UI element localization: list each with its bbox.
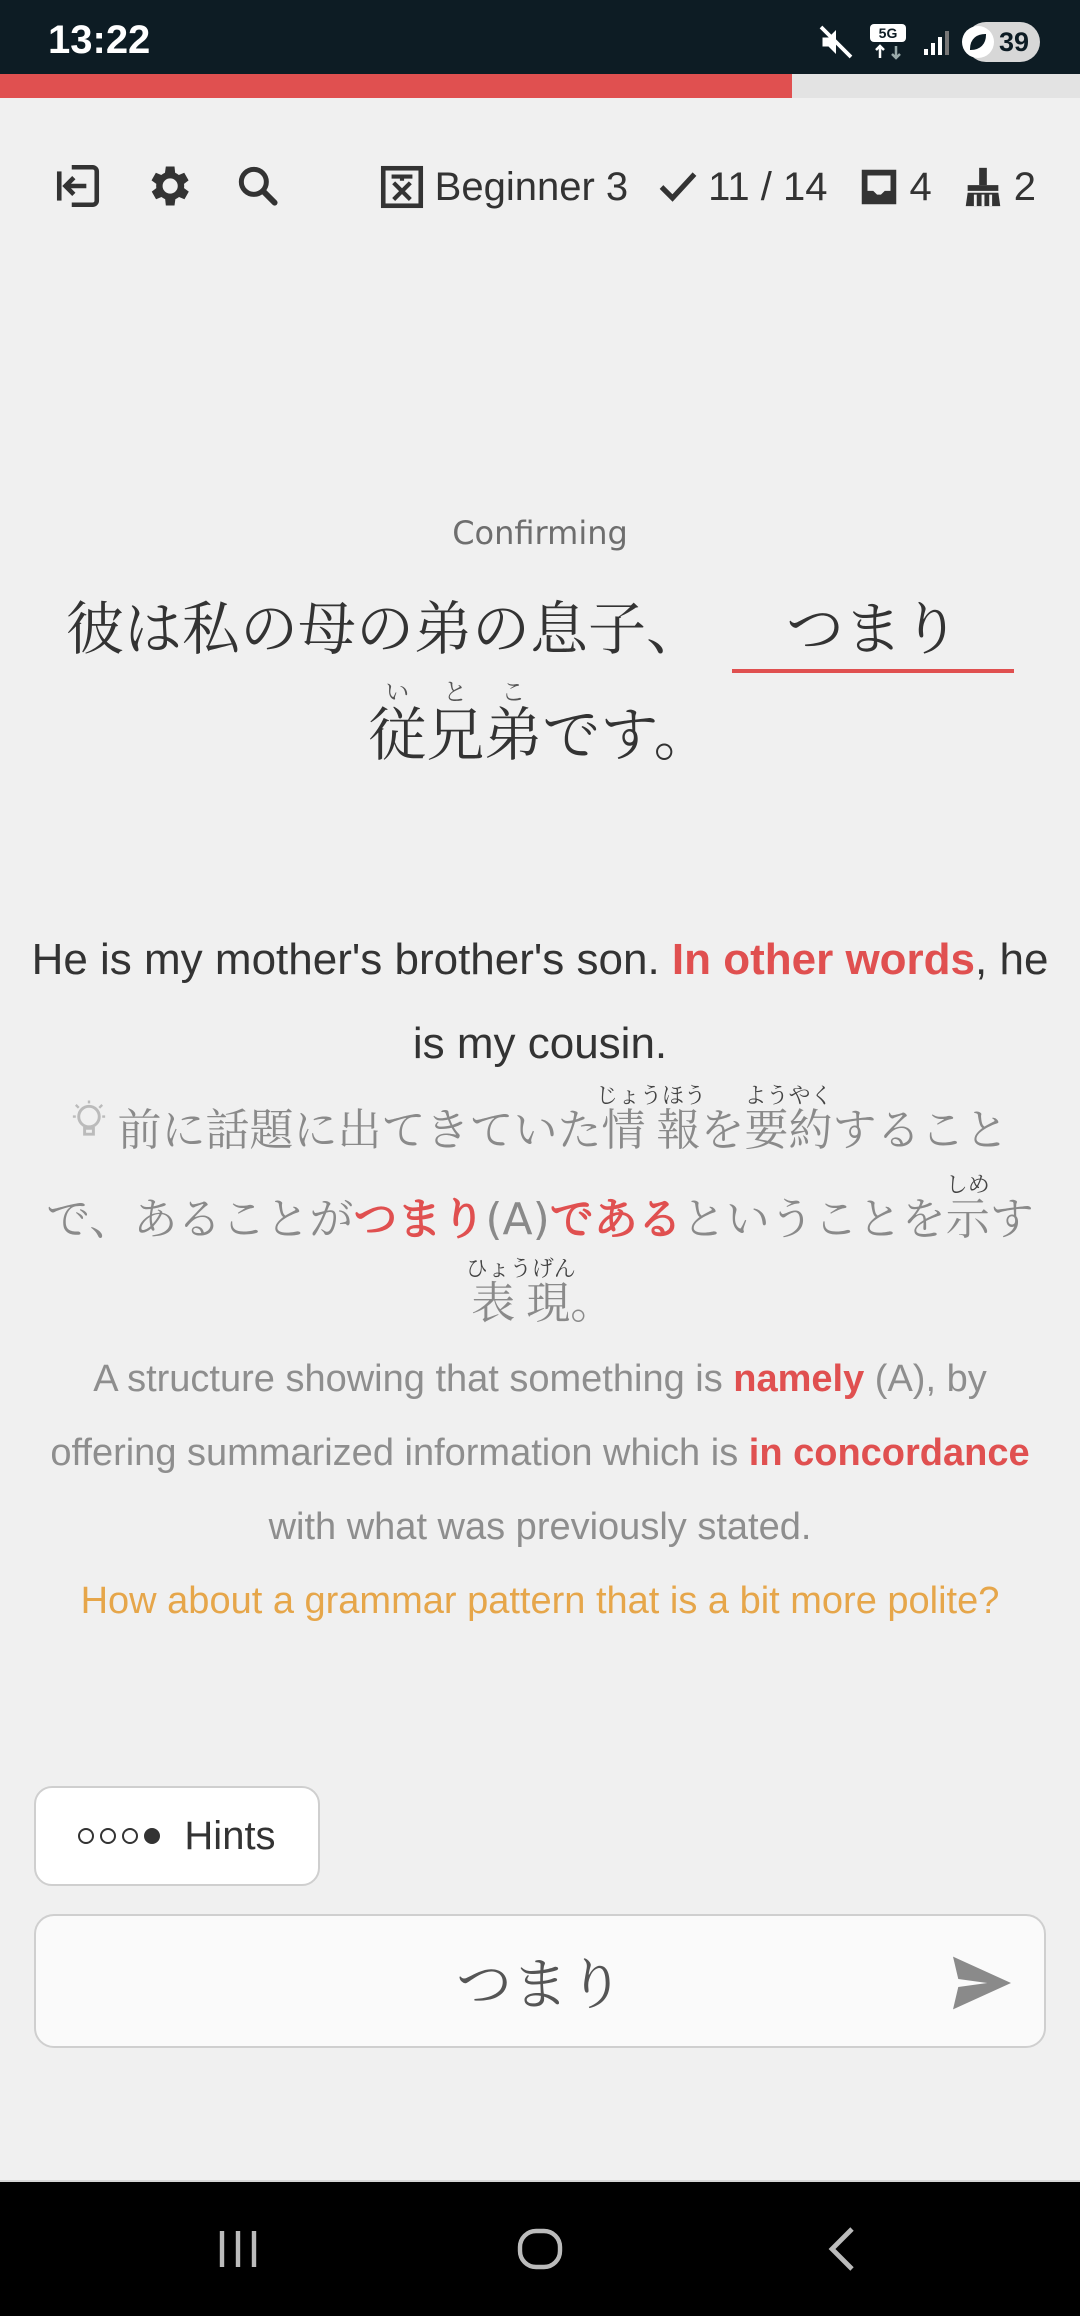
exit-button[interactable]: [46, 154, 110, 218]
en-expl-highlight-2: in concordance: [748, 1432, 1030, 1474]
sweep-count: 2: [1013, 164, 1036, 209]
system-nav-bar: [0, 2182, 1080, 2316]
status-icons: [818, 22, 1040, 62]
sweep-counter: [960, 164, 1036, 210]
english-translation: [20, 918, 1060, 1086]
settings-button[interactable]: [136, 154, 200, 218]
hints-label: Hints: [184, 1813, 276, 1858]
en-sentence-text: He is my mother's brother's son.: [31, 935, 672, 984]
session-stats: [377, 152, 1036, 222]
jp-expl-highlight-2: である: [549, 1194, 682, 1245]
furigana-word: 従兄弟いとこ: [368, 678, 543, 769]
gear-icon: [142, 160, 194, 212]
signal-icon: [922, 27, 952, 57]
jp-sentence-end: です。: [542, 701, 712, 769]
status-time: 13:22: [48, 18, 151, 62]
progress-bar: [0, 74, 1080, 98]
level-label: Beginner 3: [434, 164, 629, 209]
exit-icon: [53, 161, 103, 211]
toolbar: [0, 144, 1080, 228]
inbox-icon: [856, 164, 902, 210]
grammar-category: Confirming: [452, 514, 628, 552]
hints-button[interactable]: [34, 1786, 320, 1886]
progress-fill: [0, 74, 792, 98]
status-bar: [0, 0, 1080, 74]
en-sentence-end: , he is my cousin.: [412, 935, 1049, 1068]
send-icon: [950, 1954, 1014, 2012]
jp-sentence-text: 彼は私の母の弟の息子、: [65, 595, 704, 663]
answer-field[interactable]: [34, 1914, 1046, 2048]
broom-icon: [960, 164, 1006, 210]
hint-level-dots: [78, 1828, 160, 1844]
progress-label: 11 / 14: [708, 164, 828, 209]
japanese-explanation: 前に話題に出てきていた情報じょうほうを要約ようやくすることで、あることがつまり(A)であるということを示しめす表現ひょうげん。: [46, 1084, 1034, 1329]
review-counter: [856, 164, 932, 210]
progress-counter: [656, 165, 827, 210]
battery-indicator: [966, 22, 1040, 62]
english-explanation: A structure showing that something is namely (A), by offering summarized information which is in concordance with what was previously stated.: [50, 1358, 1030, 1548]
en-highlight: In other words: [671, 935, 976, 984]
battery-level: 39: [998, 26, 1030, 57]
hint-message: How about a grammar pattern that is a bit more polite?: [80, 1580, 1000, 1622]
back-icon: [822, 2225, 862, 2273]
battery-saver-icon: [962, 26, 994, 58]
send-button[interactable]: [950, 1954, 1014, 2012]
level-icon: [377, 162, 427, 212]
home-icon: [516, 2225, 564, 2273]
en-expl-highlight-1: namely: [733, 1358, 865, 1400]
check-icon: [656, 165, 700, 209]
network-5g-icon: [868, 22, 908, 62]
search-button[interactable]: [226, 154, 290, 218]
lightbulb-icon: [71, 1087, 107, 1171]
answer-blank: つまり: [732, 589, 1014, 673]
mute-icon: [818, 24, 854, 60]
jp-expl-highlight-1: つまり: [353, 1194, 486, 1245]
answer-input[interactable]: [36, 1916, 1044, 2046]
search-icon: [233, 161, 283, 211]
recent-apps-button[interactable]: [198, 2216, 278, 2282]
network-label: 5G: [878, 25, 898, 41]
home-button[interactable]: [500, 2216, 580, 2282]
recent-apps-icon: [214, 2227, 262, 2271]
review-count: 4: [909, 164, 932, 209]
back-button[interactable]: [802, 2216, 882, 2282]
japanese-sentence: [40, 576, 1040, 788]
level-indicator[interactable]: [377, 162, 628, 212]
